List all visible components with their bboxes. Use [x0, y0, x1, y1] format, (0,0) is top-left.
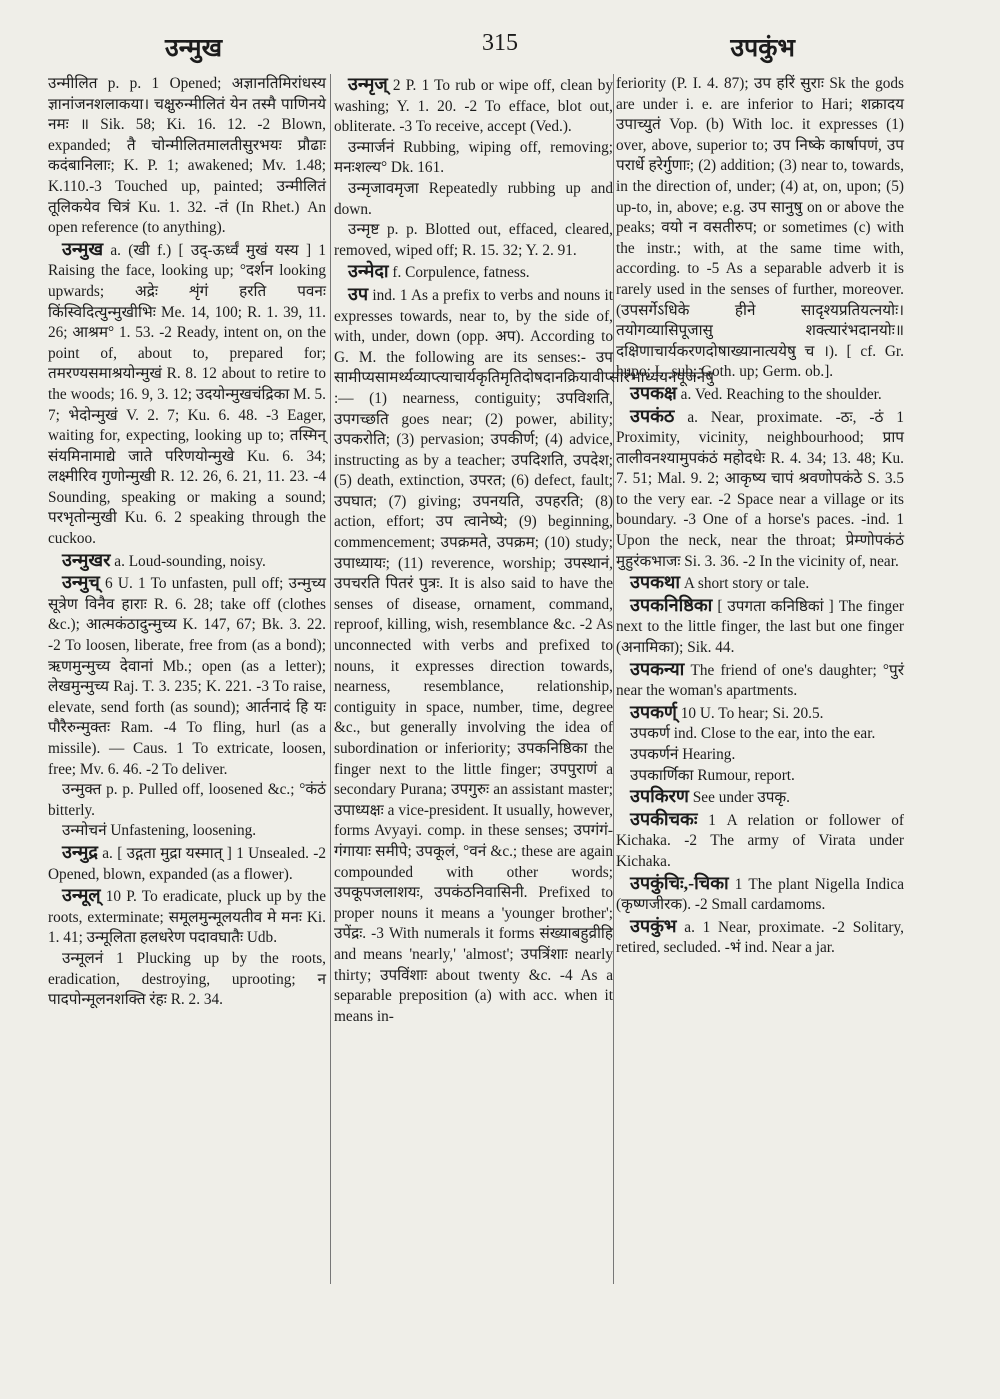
dictionary-entry: [616, 383, 904, 406]
entry-definition: उपकर्णनं Hearing.: [630, 746, 736, 763]
dictionary-entry: [48, 239, 326, 550]
entry-definition: 1 The plant Nigella Indica (कृष्णजीरक). -2 Small cardamoms.: [616, 875, 904, 914]
entry-definition: 6 U. 1 To unfasten, pull off; उन्मुच्य सूत्रेण विनैव हाराः R. 6. 28; take off (clothes &c.); आत्मकंठादुन्मुच्य K. 147, 67; Bk. 3. 22. -2 To loosen, liberate, free from (as a bond); ऋणमुन्मुच्य देवानां Mb.; open (as a letter); लेखमुन्मुच्य Raj. T. 3. 235; K. 221. -3 To raise, elevate, send forth (as sound); आर्तनादं हि यः पौरैरुन्मुक्तः Ram. -4 To fling, hurl (as a missile). — Caus. 1 To extricate, loosen, free; Mv. 6. 46. -2 To deliver.: [48, 575, 326, 778]
entry-headword: उप: [348, 283, 369, 304]
entry-definition: उन्मृजावमृजा Repeatedly rubbing up and down.: [334, 179, 613, 218]
entry-headword: उपकुंभ: [630, 915, 677, 936]
dictionary-entry: [616, 572, 904, 595]
entry-headword: उपकक्ष: [630, 382, 677, 403]
entry-headword: उपकिरण: [630, 786, 689, 807]
entry-definition: feriority (P. I. 4. 87); उप हरिं सुराः Sk the gods are under i. e. are inferior to Hari; शक्रादय उपाच्युतं Vop. (b) With loc. it expresses (1) over, above, superior to; उप निष्के कार्षापणं, उप परार्धे हरेर्गुणाः; (2) addition; (3) near to, towards, in the direction of, under; (4) at, on, upon; (5) up-to, in, above; e.g. उप सानुषु on or above the peaks; वयो न वसतीरुप; or sometimes (c) with the instr.; with, at the same time with, according. to -5 As a separable adverb it is rarely used in the senses of further, moreover. (उपसर्गेऽधिके हीने सादृश्यप्रतियत्नयोः। तयोगव्यासिपूजासु शक्त्यारंभदानयोः॥ दक्षिणाचार्यकरणदोषाख्यानात्ययेषु च ।). [ cf. Gr. hupo; L. sub; Goth. up; Germ. ob.].: [616, 75, 904, 381]
entry-definition: See under उपकृ.: [688, 789, 790, 807]
dictionary-entry: [48, 780, 326, 821]
page-number: 315: [482, 30, 518, 56]
entry-headword: उन्मुच्: [62, 572, 100, 593]
entry-headword: उपकन्या: [630, 658, 685, 679]
entry-definition: a. Loud-sounding, noisy.: [110, 552, 266, 570]
column-divider: [613, 74, 614, 1284]
dictionary-entry: [334, 138, 613, 179]
entry-definition: a. Ved. Reaching to the shoulder.: [676, 385, 882, 403]
entry-definition: ind. 1 As a prefix to verbs and nouns it expresses towards, near to, by the side of, with, under, down (opp. अप). According to G. M. the following are its senses:- उप सामीप्यसामर्थ्यव्याप्त्याचार्यकृतिमृतिदोषदानक्रियावीप्सारंभाध्ययनपूजनेषु :— (1) nearness, contiguity; उपविशति, उपगच्छति goes near; (2) power, ability; उपकरोति; (3) pervasion; उपकीर्ण; (4) advice, instructing as by a teacher; उपदिशति, उपदेश; (5) death, extinction, उपरत; (6) defect, fault; उपघात; (7) giving; उपनयति, उपहरति; (8) action, effort; उप त्वानेष्ये; (9) beginning, commencement; उपक्रमते, उपक्रम; (10) study; उपाध्यायः; (11) reverence, worship; उपस्थानं, उपचरति पितरं पुत्रः. It is also said to have the senses of disease, ornament, command, reproof, killing, wish, resemblance &c. -2 As unconnected with verbs and prefixed to nouns, it expresses direction towards, nearness, resemblance, relationship, contiguity in space, number, time, degree &c., but generally involving the idea of subordination or inferiority; उपकनिष्ठिका the finger next to the little finger; उपपुराणं a secondary Purana; उपगुरुः an assistant master; उपाध्यक्षः a vice-president. It usually, however, forms Avyayi. comp. in these senses; उपगंगं-गंगायाः समीपे; उपकूलं, °वनं &c.; these are again compounded with other words; उपकूपजलाशयः, उपकंठनिवासिनी. Prefixed to proper nouns it means a 'younger brother'; उपेंद्रः. -3 With numerals it forms संख्याबहुव्रीहि and means 'nearly,' 'almost'; उपत्रिंशाः nearly thirty; उपविंशाः about twenty &c. -4 As a separable preposition (a) with acc. when it means in-: [334, 286, 714, 1025]
dictionary-entry: [48, 949, 326, 1011]
dictionary-entry: [48, 821, 326, 842]
dictionary-entry: [48, 842, 326, 885]
dictionary-entry: [616, 786, 904, 809]
entry-definition: 2 P. 1 To rub or wipe off, clean by washing; Y. 1. 20. -2 To efface, blot out, obliterate. -3 To receive, accept (Ved.).: [334, 77, 613, 136]
entry-definition: उन्मोचनं Unfastening, loosening.: [62, 822, 257, 840]
entry-definition: उन्मूलनं 1 Plucking up by the roots, eradication, destroying, uprooting; न पादपोन्मूलनशक्ति रंहः R. 2. 34.: [48, 949, 326, 1009]
entry-headword: उपकीचकः: [630, 808, 698, 829]
entry-definition: उपकार्णिका Rumour, report.: [630, 766, 795, 784]
dictionary-entry: [616, 766, 904, 787]
dictionary-entry: [616, 659, 904, 702]
dictionary-entry: [616, 745, 904, 766]
entry-headword: उन्मुखर: [62, 549, 111, 570]
dictionary-entry: [616, 74, 904, 383]
entry-definition: 10 U. To hear; Si. 20.5.: [676, 704, 824, 722]
dictionary-entry: [48, 550, 326, 573]
dictionary-entry: [616, 916, 904, 959]
entry-headword: उन्मूल्: [62, 885, 101, 906]
entry-definition: उन्मृष्ट p. p. Blotted out, effaced, cleared, removed, wiped off; R. 15. 32; Y. 2. 91.: [334, 221, 613, 259]
dictionary-entry: [334, 179, 613, 220]
dictionary-entry: [616, 406, 904, 573]
entry-headword: उपकंठ: [630, 405, 675, 426]
page-header: [0, 30, 1000, 70]
entry-definition: उन्मार्जनं Rubbing, wiping off, removing; मनःशल्य° Dk. 161.: [334, 138, 613, 177]
dictionary-entry: [334, 74, 613, 138]
entry-headword: उन्मुद्र: [62, 841, 98, 862]
right-guide-word: उपकुंभ: [730, 33, 795, 62]
column-1: [48, 74, 326, 1011]
entry-headword: उन्मेदा: [348, 261, 389, 282]
entry-definition: उन्मीलित p. p. 1 Opened; अज्ञानतिमिरांधस्य ज्ञानांजनशलाकया। चक्षुरुन्मीलितं येन तस्मै पाणिनये नमः ॥ Sik. 58; Ki. 16. 12. -2 Blown, expanded; तै चोन्मीलितमालतीसुरभयः प्रौढाः कदंबानिलाः; K. P. 1; awakened; Mv. 1.48; K.110.-3 Touched up, painted; उन्मीलितं तूलिकयेव चित्रं Ku. 1. 32. -तं (In Rhet.) An open reference (to anything).: [48, 75, 326, 237]
dictionary-entry: [616, 702, 904, 725]
entry-headword: उपकुंचिः,-चिका: [630, 872, 729, 893]
entry-definition: [ उपगता कनिष्ठिकां ] The finger next to the little finger, the last but one finger (अनामिका); Sik. 44.: [616, 597, 904, 657]
dictionary-entry: [616, 873, 904, 916]
entry-definition: a. Near, proximate. -ठः, -ठं 1 Proximity, vicinity, neighbourhood; प्राप तालीवनश्यामुपकंठं महोदधेः R. 4. 34; 13. 48; Ku. 7. 51; Mal. 9. 2; आकृष्य चापं श्रवणोपकंठे S. 3.5 to the very ear. -2 Space near a village or its boundary. -3 One of a horse's paces. -ind. 1 Upon the neck, near the throat; प्रेम्णोपकंठं मुहुरंकभाजः Si. 3. 36. -2 In the vicinity of, near.: [616, 408, 904, 570]
entry-definition: a. (खी f.) [ उद्-ऊर्ध्वं मुखं यस्य ] 1 Raising the face, looking up; °दर्शन looking upwards; अद्रेः शृंगं हरति पवनः किंस्विदित्युन्मुखीभिः Me. 14, 100; R. 1. 39, 11. 26; आश्रम° 1. 53. -2 Ready, intent on, on the point of, about to, prepared for; तमरण्यसमाश्रयोन्मुखं R. 8. 12 about to retire to the woods; 16. 9, 3. 12; उदयोन्मुखचंद्रिका M. 5. 7; भेदोन्मुखं V. 2. 7; Ku. 6. 48. -3 Eager, waiting for, expecting, looking up to; तस्मिन् संयमिनामाद्ये जाते परिणयोन्मुखे Ku. 6. 34; लक्ष्मीरिव गुणोन्मुखी R. 12. 26, 6. 21, 11. 23. -4 Sounding, speaking or making a sound; परभृतोन्मुखी Ku. 6. 2 speaking through the cuckoo.: [48, 241, 326, 548]
entry-definition: 10 P. To eradicate, pluck up by the roots, exterminate; समूलमुन्मूलयतीव मे मनः Ki. 1. 41; उन्मूलिता हलधरेण पदावघातैः Udb.: [48, 888, 326, 947]
entry-headword: उन्मृज्: [348, 74, 388, 94]
entry-headword: उपकर्ण्: [630, 701, 677, 722]
entry-definition: The friend of one's daughter; °पुरं near the woman's apartments.: [616, 661, 904, 700]
entry-definition: 1 A relation or follower of Kichaka. -2 The army of Virata under Kichaka.: [616, 811, 904, 870]
entry-headword: उपकथा: [630, 572, 681, 593]
dictionary-entry: [48, 885, 326, 949]
dictionary-entry: [616, 724, 904, 745]
column-3: [616, 74, 904, 959]
dictionary-entry: [616, 595, 904, 659]
dictionary-entry: [616, 809, 904, 873]
entry-definition: उपकर्ण ind. Close to the ear, into the ear.: [630, 725, 876, 743]
left-guide-word: उन्मुख: [165, 33, 223, 62]
dictionary-entry: [334, 220, 613, 261]
dictionary-entry: [48, 74, 326, 239]
entry-headword: उन्मुख: [62, 238, 104, 259]
column-divider: [330, 74, 331, 1284]
entry-definition: a. [ उद्गता मुद्रा यस्मात् ] 1 Unsealed. -2 Opened, blown, expanded (as a flower).: [48, 844, 326, 883]
entry-definition: a. 1 Near, proximate. -2 Solitary, retired, secluded. -भं ind. Near a jar.: [616, 918, 904, 957]
entry-headword: उपकनिष्ठिका: [630, 594, 713, 615]
entry-definition: f. Corpulence, fatness.: [388, 264, 530, 282]
dictionary-entry: [48, 572, 326, 780]
entry-definition: उन्मुक्त p. p. Pulled off, loosened &c.; °कंठं bitterly.: [48, 781, 326, 819]
entry-definition: A short story or tale.: [680, 575, 810, 593]
dictionary-entry: [334, 261, 613, 284]
